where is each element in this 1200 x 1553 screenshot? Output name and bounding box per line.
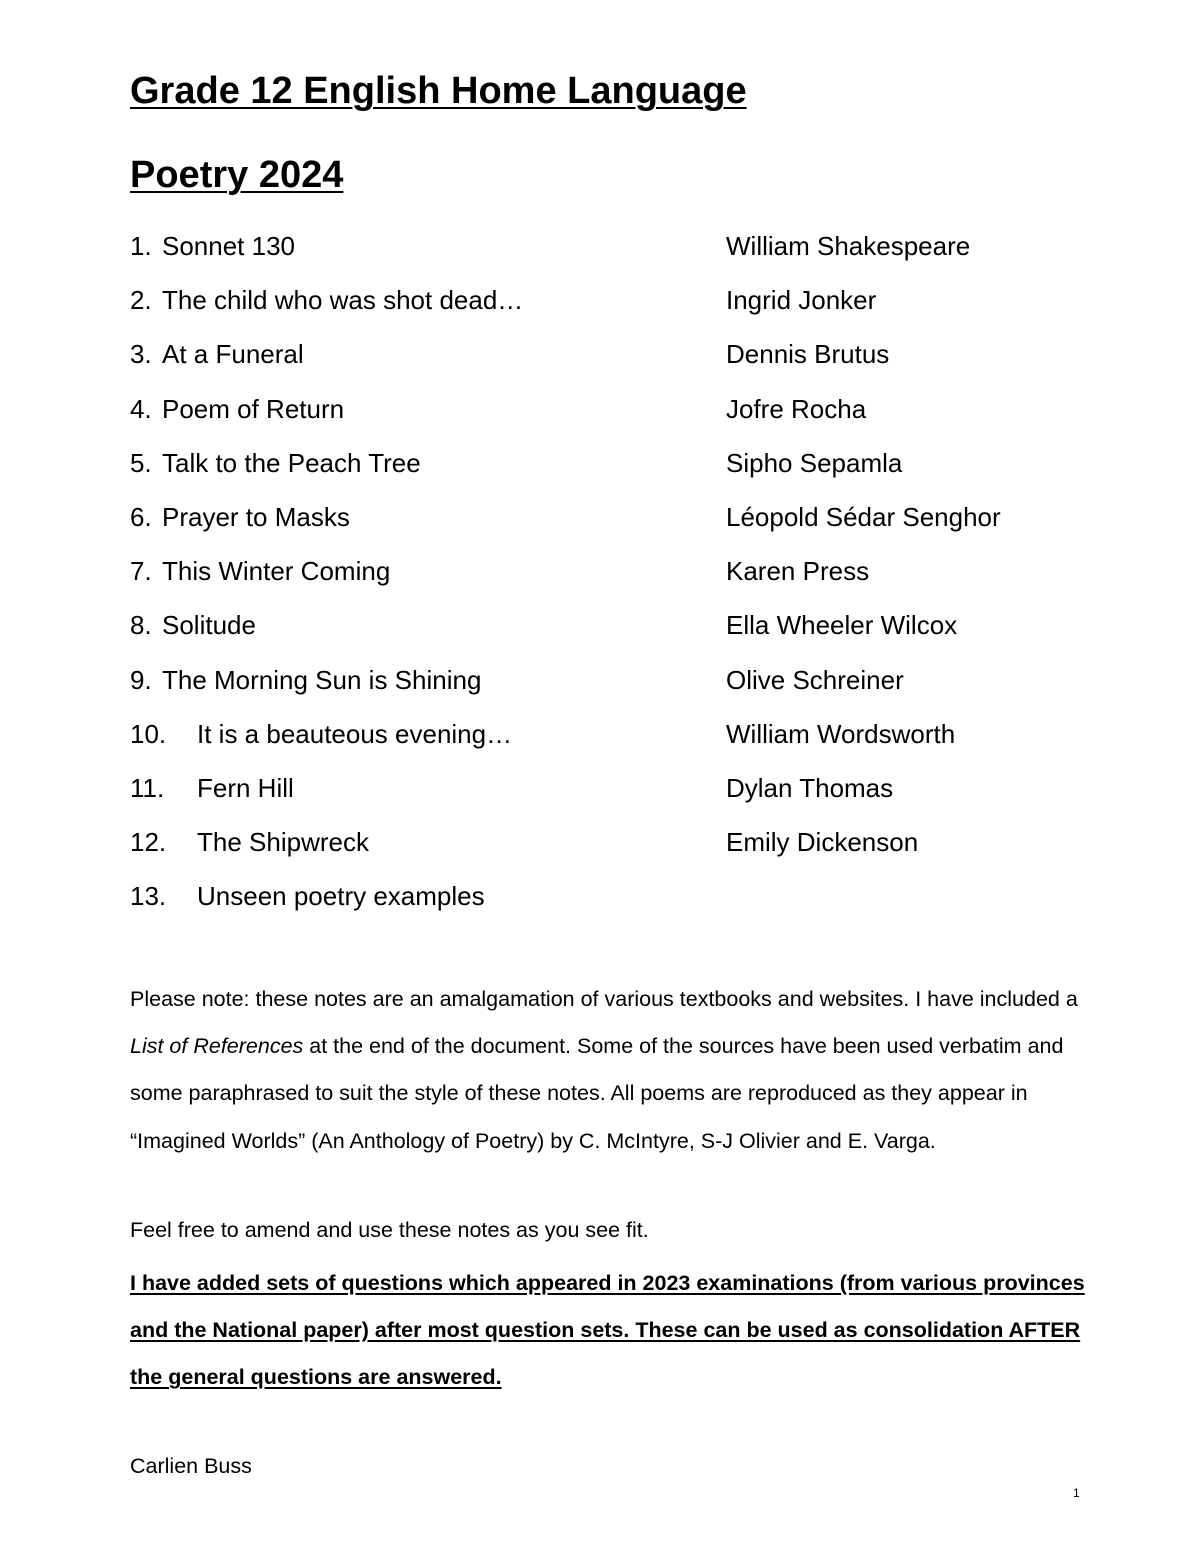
- poem-number: 3.: [130, 339, 152, 370]
- poem-number: 6.: [130, 501, 152, 532]
- list-item: [130, 878, 1130, 932]
- list-item: [130, 445, 1130, 499]
- list-item: [130, 282, 1130, 336]
- poem-author: Ingrid Jonker: [726, 285, 877, 316]
- poem-title: Prayer to Masks: [162, 501, 350, 532]
- please-note-paragraph: [130, 976, 1090, 1165]
- poem-number: 7.: [130, 556, 152, 587]
- poem-number: 8.: [130, 610, 152, 641]
- poem-title: Solitude: [162, 610, 256, 641]
- poem-author: William Shakespeare: [726, 231, 971, 261]
- poem-title: Poem of Return: [162, 393, 345, 424]
- list-item: [130, 770, 1130, 824]
- document-subtitle: Poetry 2024: [130, 154, 344, 196]
- poem-title: It is a beauteous evening…: [197, 718, 513, 749]
- poem-title: Unseen poetry examples: [197, 881, 485, 912]
- list-item: [130, 607, 1130, 661]
- poem-number: 4.: [130, 393, 152, 424]
- poem-list: [130, 228, 1130, 932]
- list-item: [130, 716, 1130, 770]
- poem-author: Sipho Sepamla: [726, 447, 903, 478]
- poem-title: The child who was shot dead…: [162, 285, 524, 316]
- author-signature: Carlien Buss: [130, 1454, 252, 1478]
- poem-author: William Wordsworth: [726, 718, 956, 749]
- poem-author: Emily Dickenson: [726, 827, 919, 858]
- poem-title: At a Funeral: [162, 339, 304, 370]
- poem-title: The Morning Sun is Shining: [162, 664, 482, 695]
- poem-number: 1.: [130, 231, 152, 261]
- poem-title: Sonnet 130: [162, 231, 296, 261]
- note-text-start: Please note: these notes are an amalgamation of various textbooks and websites. I have included a: [130, 987, 1078, 1011]
- list-item: [130, 662, 1130, 716]
- poem-number: 2.: [130, 285, 152, 316]
- poem-title: Talk to the Peach Tree: [162, 447, 421, 478]
- list-item: [130, 336, 1130, 390]
- poem-title: The Shipwreck: [197, 827, 369, 858]
- poem-number: 5.: [130, 447, 152, 478]
- list-item: [130, 391, 1130, 445]
- poem-author: Ella Wheeler Wilcox: [726, 610, 958, 641]
- poem-author: Olive Schreiner: [726, 664, 904, 695]
- list-item: [130, 228, 1130, 282]
- note-text-end: at the end of the document. Some of the sources have been used verbatim and some paraphrased to suit the style of these notes. All poems are reproduced as they appear in “Imagined Worlds” (An Anthology of Poetry) by C. McIntyre, S-J Olivier and E. Varga.: [130, 1034, 1064, 1153]
- poem-author: Karen Press: [726, 556, 870, 587]
- page-number: 1: [1073, 1486, 1080, 1500]
- poem-author: Dylan Thomas: [726, 772, 894, 803]
- poem-number: 12.: [130, 827, 167, 858]
- poem-author: Dennis Brutus: [726, 339, 890, 370]
- poem-number: 10.: [130, 718, 167, 749]
- added-questions-notice: I have added sets of questions which appeared in 2023 examinations (from various provinces and the National paper) after most question sets. These can be used as consolidation AFTER the general questions are answered.: [130, 1271, 1085, 1390]
- feel-free-text: Feel free to amend and use these notes as you see fit.: [130, 1218, 649, 1242]
- list-item: [130, 499, 1130, 553]
- list-of-references-text: List of References: [130, 1034, 304, 1059]
- poem-number: 13.: [130, 881, 167, 912]
- poem-title: Fern Hill: [197, 772, 294, 803]
- document-title: Grade 12 English Home Language: [130, 70, 747, 112]
- poem-author: Léopold Sédar Senghor: [726, 501, 1001, 532]
- poem-number: 9.: [130, 664, 152, 695]
- list-item: [130, 553, 1130, 607]
- poem-author: Jofre Rocha: [726, 393, 867, 424]
- poem-title: This Winter Coming: [162, 556, 391, 587]
- poem-number: 11.: [130, 772, 165, 803]
- list-item: [130, 824, 1130, 878]
